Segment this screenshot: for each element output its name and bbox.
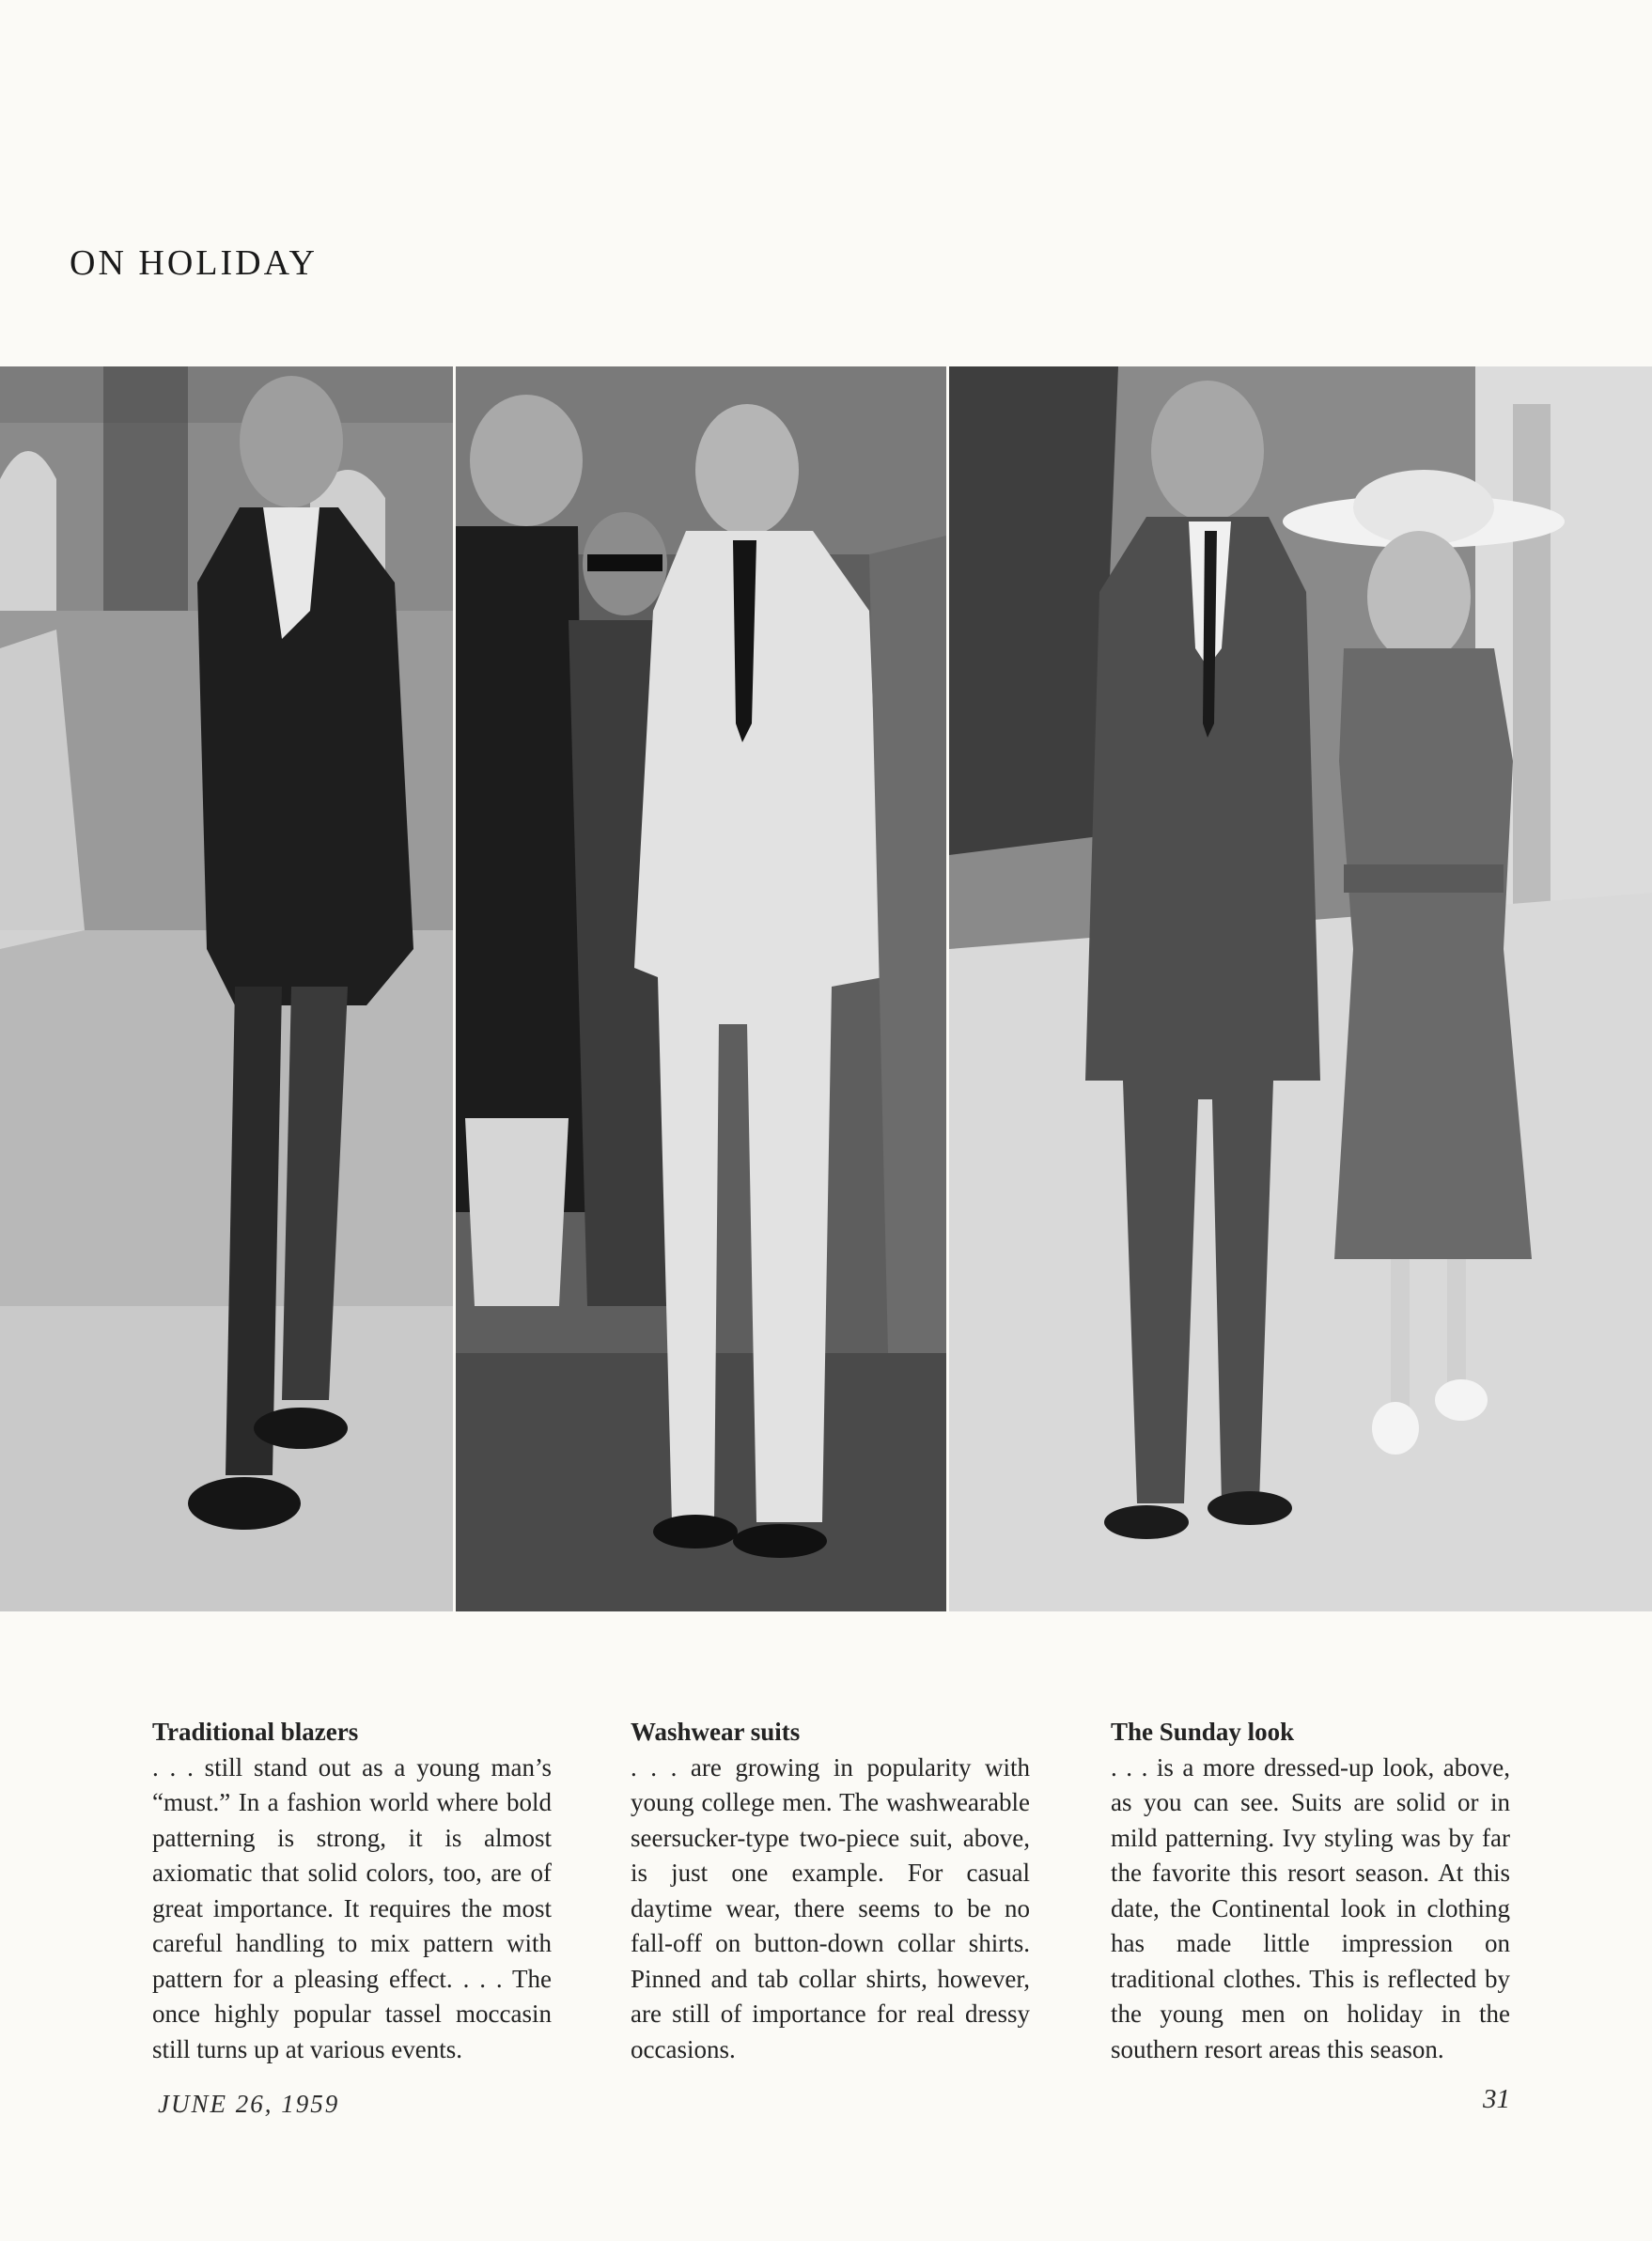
- section-title: ON HOLIDAY: [70, 243, 318, 283]
- caption-heading: The Sunday look: [1111, 1718, 1295, 1746]
- footer-date: JUNE 26, 1959: [158, 2090, 340, 2118]
- caption-heading: Washwear suits: [631, 1718, 801, 1746]
- photo-blazer: [0, 366, 453, 1611]
- caption-body: . . . still stand out as a young man’s “must.” In a fashion world where bold patterning is strong, it is almost axiomatic that solid colors, too, are of great importance. It requires the most careful handling to mix pattern with pattern for a pleasing effect. . . . The once highly popular tassel moccasin still turns up at various events.: [152, 1752, 552, 2063]
- caption-body: . . . are growing in popularity with young college men. The washwearable seersucker-type two-piece suit, above, is just one example. For casual daytime wear, there seems to be no fall-off on button-down collar shirts. Pinned and tab collar shirts, however, are still of importance for real dressy occasions.: [631, 1752, 1030, 2063]
- caption-traditional-blazers: [152, 1715, 552, 2067]
- photo-strip: [0, 366, 1652, 1611]
- photo-sunday-look: [949, 366, 1652, 1611]
- caption-washwear-suits: [631, 1715, 1030, 2067]
- page-number: 31: [1483, 2084, 1510, 2114]
- caption-body: . . . is a more dressed-up look, above, as you can see. Suits are solid or in mild patterning. Ivy styling was by far the favorite this resort season. At this date, the Continental look in clothing has made little impression on traditional clothes. This is reflected by the young men on holiday in the southern resort areas this season.: [1111, 1752, 1510, 2063]
- caption-sunday-look: [1111, 1715, 1510, 2067]
- photo-washwear-suit: [456, 366, 946, 1611]
- caption-heading: Traditional blazers: [152, 1718, 359, 1746]
